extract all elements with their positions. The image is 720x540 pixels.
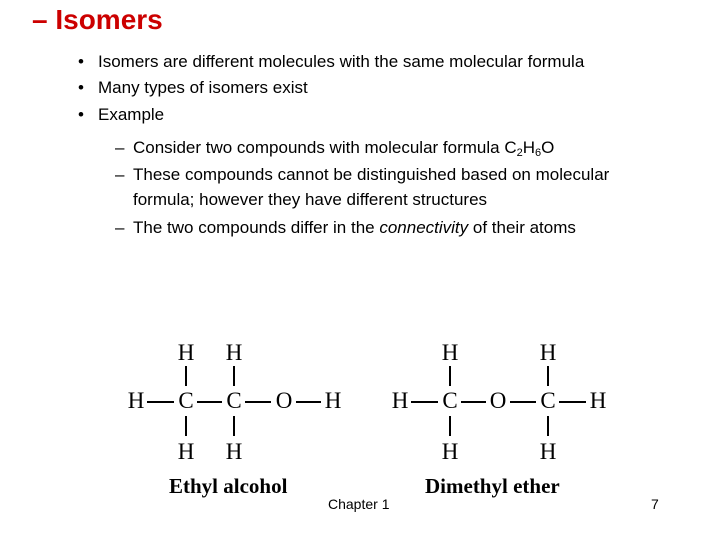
atom-o: O <box>275 388 293 413</box>
bond-line <box>547 366 549 386</box>
sub-bullet-text: of their atoms <box>468 218 576 237</box>
formula-part: O <box>541 138 555 157</box>
sub-bullet-marker: – <box>115 165 125 184</box>
sub-bullet-text: The two compounds differ in the <box>133 218 380 237</box>
bullet-marker: • <box>78 52 84 71</box>
atom-c: C <box>226 388 242 413</box>
bullet-marker: • <box>78 78 84 97</box>
atom-h: H <box>441 439 459 464</box>
atom-c: C <box>442 388 458 413</box>
bond-line <box>461 401 486 403</box>
ethyl-alcohol-label: Ethyl alcohol <box>169 474 288 498</box>
sub-bullet-continuation: formula; however they have different structures <box>133 190 488 209</box>
dimethyl-ether-label: Dimethyl ether <box>425 474 560 498</box>
atom-c: C <box>540 388 556 413</box>
bond-line <box>411 401 438 403</box>
atom-h: H <box>391 388 409 413</box>
sub-bullet-text: These compounds cannot be distinguished based on molecular <box>133 165 610 184</box>
bond-line <box>510 401 536 403</box>
footer-chapter: Chapter 1 <box>328 496 390 512</box>
atom-h: H <box>441 340 459 365</box>
atom-o: O <box>489 388 507 413</box>
atom-h: H <box>225 439 243 464</box>
atom-h: H <box>127 388 145 413</box>
page-number: 7 <box>651 496 659 512</box>
atom-h: H <box>177 439 195 464</box>
atom-h: H <box>225 340 243 365</box>
emphasis-text: connectivity <box>379 218 469 237</box>
atom-h: H <box>324 388 342 413</box>
atom-h: H <box>539 439 557 464</box>
bond-line <box>449 366 451 386</box>
bullet-text: Many types of isomers exist <box>98 78 308 97</box>
atom-h: H <box>539 340 557 365</box>
atom-h: H <box>177 340 195 365</box>
sub-bullet-marker: – <box>115 218 125 237</box>
bond-line <box>559 401 586 403</box>
slide-title: – Isomers <box>32 4 163 35</box>
bond-line <box>449 416 451 436</box>
sub-bullet-text: Consider two compounds with molecular formula C <box>133 138 517 157</box>
formula-part: H <box>522 138 536 157</box>
bullet-text: Isomers are different molecules with the same molecular formula <box>98 52 585 71</box>
atom-h: H <box>589 388 607 413</box>
bullet-marker: • <box>78 105 84 124</box>
atom-c: C <box>178 388 194 413</box>
sub-bullet-marker: – <box>115 138 125 157</box>
bond-line <box>547 416 549 436</box>
subscript: 6 <box>535 147 542 159</box>
subscript: 2 <box>516 147 523 159</box>
bullet-text: Example <box>98 105 165 124</box>
